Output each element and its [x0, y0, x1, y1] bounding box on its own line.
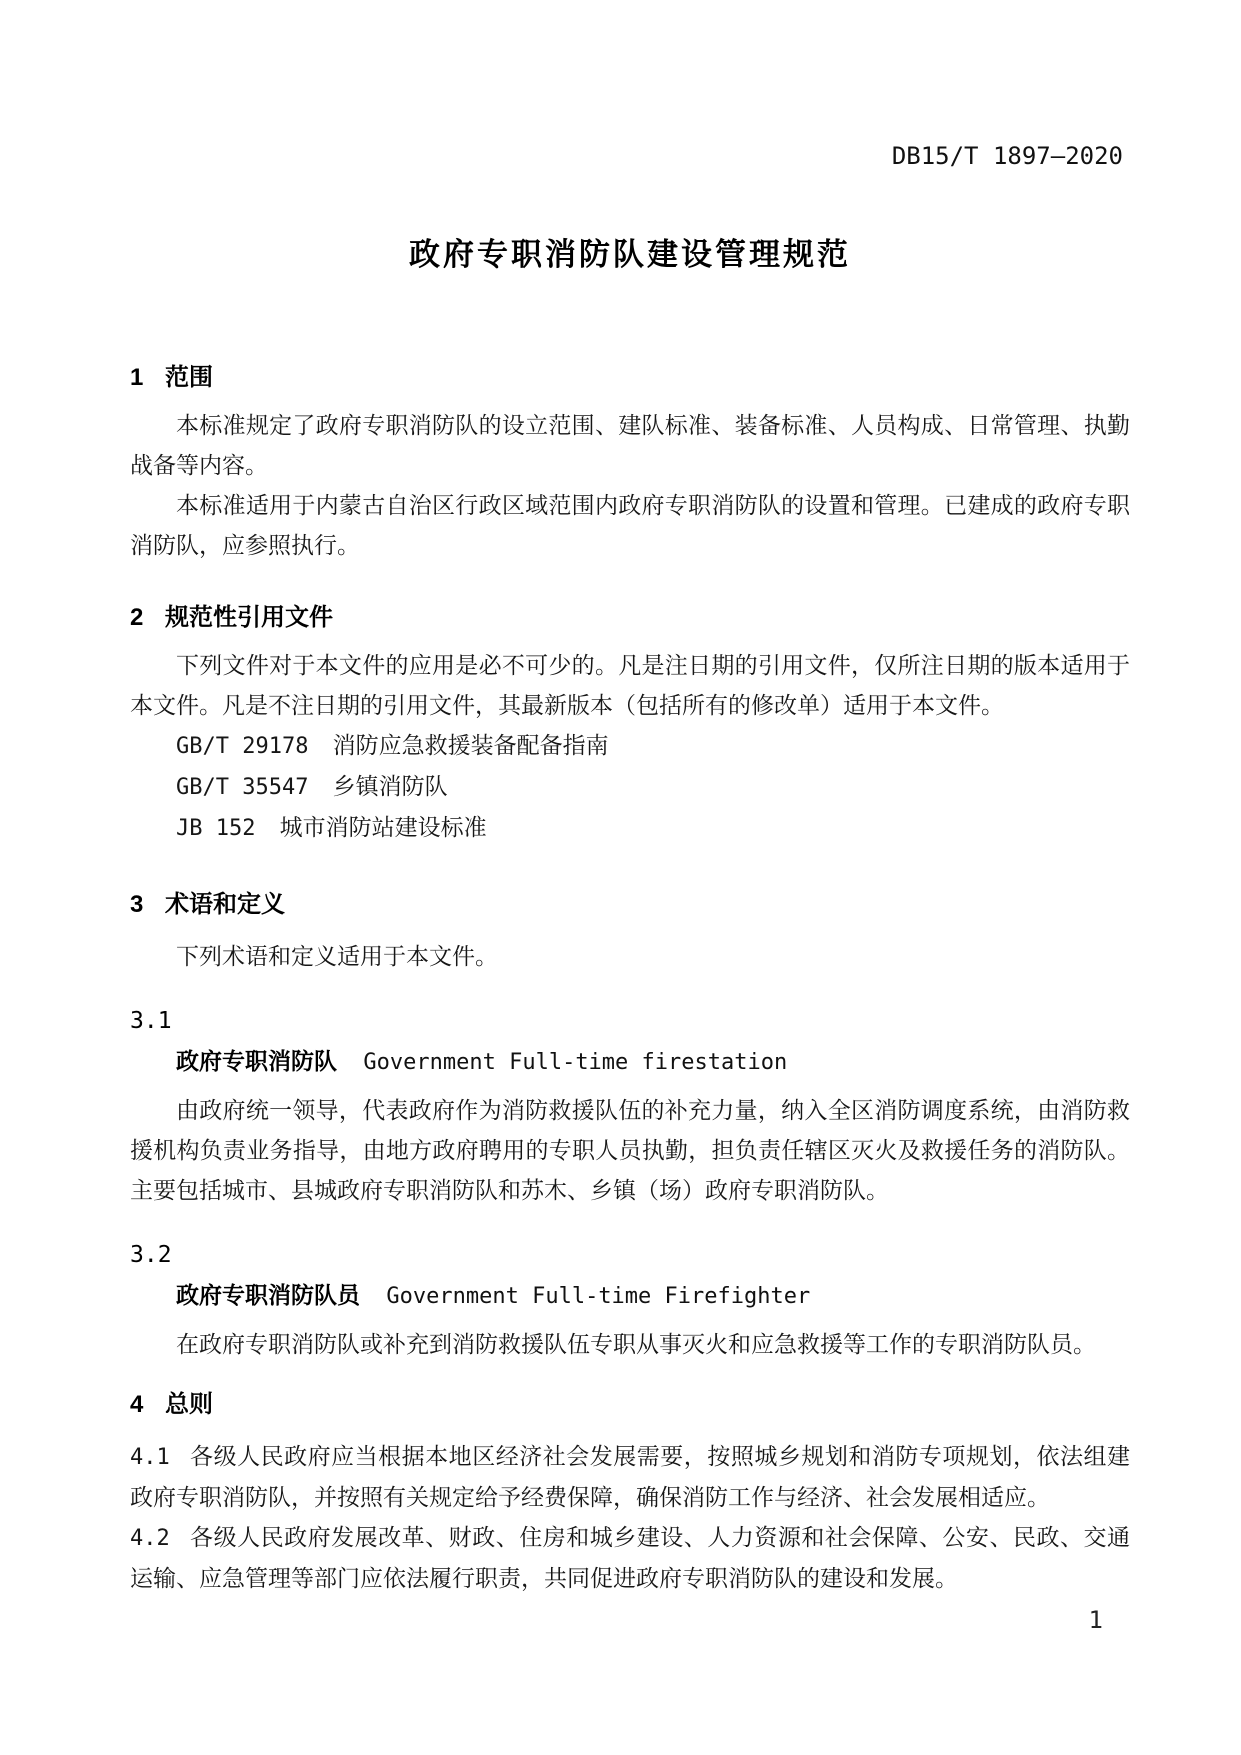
- section-title: 术语和定义: [164, 891, 285, 918]
- term-definition: 由政府统一领导，代表政府作为消防救援队伍的补充力量，纳入全区消防调度系统，由消防救援机构负责业务指导，由地方政府聘用的专职人员执勤，担负责任辖区灭火及救援任务的消防队。主要包括城市、县城政府专职消防队和苏木、乡镇（场）政府专职消防队。: [130, 1098, 1130, 1203]
- reference-name: 城市消防站建设标准: [279, 815, 487, 840]
- term-definition: 在政府专职消防队或补充到消防救援队伍专职从事灭火和应急救援等工作的专职消防队员。: [176, 1332, 1096, 1357]
- section-number: 3: [130, 891, 144, 918]
- term-number-3-2: 3.2: [130, 1242, 172, 1268]
- normative-references-intro: 下列文件对于本文件的应用是必不可少的。凡是注日期的引用文件，仅所注日期的版本适用于本文件。凡是不注日期的引用文件，其最新版本（包括所有的修改单）适用于本文件。: [130, 653, 1130, 718]
- clause-number: 4.1: [130, 1445, 170, 1470]
- section-heading-general: [130, 1389, 1130, 1421]
- section-heading-normative-references: [130, 602, 1130, 634]
- scope-paragraph-2: 本标准适用于内蒙古自治区行政区域范围内政府专职消防队的设置和管理。已建成的政府专职消防队，应参照执行。: [130, 493, 1130, 558]
- standard-doc-code: DB15/T 1897—2020: [891, 142, 1123, 170]
- term-title-line: [130, 1275, 1130, 1317]
- reference-item: [130, 726, 1130, 767]
- term-title-zh: 政府专职消防队: [176, 1048, 337, 1074]
- section-title: 范围: [164, 364, 213, 391]
- section-number: 1: [130, 364, 144, 391]
- scope-paragraph-1: 本标准规定了政府专职消防队的设立范围、建队标准、装备标准、人员构成、日常管理、执勤战备等内容。: [130, 413, 1130, 478]
- clause-text: 各级人民政府发展改革、财政、住房和城乡建设、人力资源和社会保障、公安、民政、交通运输、应急管理等部门应依法履行职责，共同促进政府专职消防队的建设和发展。: [130, 1525, 1130, 1591]
- section-number: 4: [130, 1391, 144, 1418]
- reference-item: [130, 767, 1130, 808]
- reference-item: [130, 808, 1130, 849]
- clause-4-2: [130, 1518, 1130, 1599]
- reference-code: GB/T 35547: [176, 775, 309, 800]
- term-title-en: Government Full-time Firefighter: [386, 1284, 811, 1309]
- term-title-zh: 政府专职消防队员: [176, 1282, 360, 1308]
- clause-number: 4.2: [130, 1526, 170, 1551]
- section-heading-terms-definitions: [130, 889, 1130, 921]
- reference-code: GB/T 29178: [176, 734, 309, 759]
- clause-text: 各级人民政府应当根据本地区经济社会发展需要，按照城乡规划和消防专项规划，依法组建政府专职消防队，并按照有关规定给予经费保障，确保消防工作与经济、社会发展相适应。: [130, 1444, 1130, 1510]
- section-title: 规范性引用文件: [164, 604, 333, 631]
- term-number-3-1: 3.1: [130, 1008, 172, 1034]
- section-number: 2: [130, 604, 144, 631]
- section-title: 总则: [164, 1391, 213, 1418]
- term-title-line: [130, 1041, 1130, 1083]
- clause-4-1: [130, 1437, 1130, 1518]
- term-title-en: Government Full-time firestation: [363, 1050, 788, 1075]
- document-title: 政府专职消防队建设管理规范: [409, 237, 851, 272]
- reference-name: 乡镇消防队: [332, 774, 448, 799]
- reference-code: JB 152: [176, 816, 256, 841]
- section-heading-scope: [130, 362, 1130, 394]
- reference-name: 消防应急救援装备配备指南: [332, 733, 609, 758]
- document-content: [130, 232, 1130, 1599]
- page-number: 1: [1088, 1606, 1103, 1634]
- terms-intro: 下列术语和定义适用于本文件。: [176, 944, 498, 969]
